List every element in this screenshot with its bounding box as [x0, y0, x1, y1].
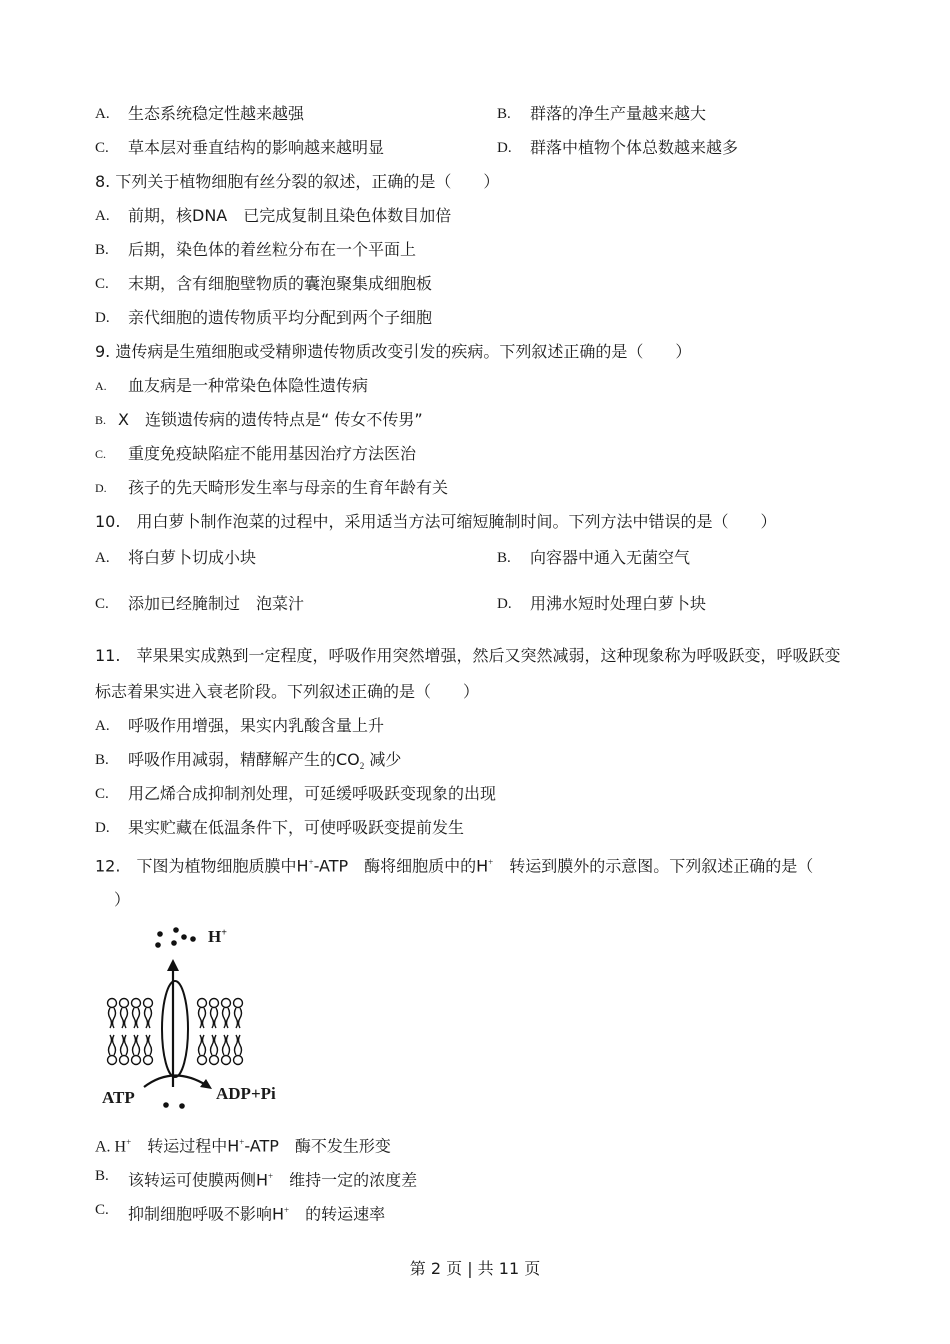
proton-dot-inside — [163, 1102, 169, 1108]
option-text: 孩子的先天畸形发生率与母亲的生育年龄有关 — [128, 478, 449, 497]
option-text-mid: 转运过程中H — [131, 1136, 240, 1156]
h-ion-label — [208, 927, 227, 947]
lipid-head — [144, 999, 153, 1008]
lipid-tail — [223, 1008, 226, 1028]
lipid-tail — [223, 1035, 226, 1055]
lipid-head — [234, 1056, 243, 1065]
option-label: D. — [497, 140, 512, 156]
lipid-tail — [125, 1035, 128, 1055]
atp-label: ATP — [102, 1088, 135, 1107]
option-text: 后期，染色体的着丝粒分布在一个平面上 — [128, 240, 417, 259]
option-label: C. — [95, 596, 109, 612]
lipid-tail — [145, 1035, 148, 1055]
option-text-pre: 该转运可使膜两侧H — [128, 1170, 269, 1190]
lipid-tail — [227, 1035, 230, 1055]
option-text-pre: A. H — [95, 1138, 127, 1156]
option-text-pre: 抑制细胞呼吸不影响H — [128, 1204, 285, 1224]
lipid-head — [132, 999, 141, 1008]
option-label: A. — [95, 208, 110, 224]
option-text — [128, 750, 401, 776]
lipid-tail — [137, 1008, 140, 1028]
superscript: + — [239, 1137, 245, 1147]
page-footer: 第 2 页 | 共 11 页 — [409, 1259, 541, 1278]
option-text: 血友病是一种常染色体隐性遗传病 — [128, 376, 369, 395]
lipid-tail — [211, 1008, 214, 1028]
option-text: 重度免疫缺陷症不能用基因治疗方法医治 — [128, 444, 417, 463]
option-text-pre: 呼吸作用减弱，精酵解产生的CO — [128, 750, 360, 769]
stem-mid: -ATP 酶将细胞质中的H — [313, 856, 489, 876]
option-text: 用沸水短时处理白萝卜块 — [530, 594, 707, 613]
superscript: + — [221, 927, 227, 939]
option-label: B. — [95, 242, 109, 258]
option-text: 亲代细胞的遗传物质平均分配到两个子细胞 — [128, 308, 433, 327]
option-text: 前期，核DNA 已完成复制且染色体数目加倍 — [128, 206, 452, 225]
lipid-tail — [133, 1008, 136, 1028]
reaction-arrow-head — [200, 1079, 212, 1089]
lipid-head — [222, 999, 231, 1008]
lipid-tail — [203, 1035, 206, 1055]
lipid-tail — [215, 1008, 218, 1028]
option-text-post: 的转运速率 — [289, 1204, 386, 1224]
lipid-tail — [121, 1008, 124, 1028]
lipid-tail — [227, 1008, 230, 1028]
option-label: C. — [95, 1202, 109, 1218]
superscript: + — [126, 1137, 132, 1147]
lipid-tail — [239, 1035, 242, 1055]
option-text-post: 减少 — [364, 750, 402, 769]
lipid-tail — [149, 1008, 152, 1028]
option-label: C. — [95, 140, 109, 156]
option-label: B. — [497, 106, 511, 122]
lipid-tail — [137, 1035, 140, 1055]
lipid-head — [210, 999, 219, 1008]
option-text: 末期，含有细胞壁物质的囊泡聚集成细胞板 — [128, 274, 433, 293]
transport-arrow-head — [167, 959, 179, 971]
lipid-head — [108, 999, 117, 1008]
lipid-tail — [199, 1035, 202, 1055]
option-label: B. — [95, 752, 109, 768]
proton-dot-inside — [179, 1103, 185, 1109]
option-label: D. — [497, 596, 512, 612]
option-text: 用乙烯合成抑制剂处理，可延缓呼吸跃变现象的出现 — [128, 784, 497, 803]
option-text: 群落的净生产量越来越大 — [530, 104, 707, 123]
option-label: B. — [497, 550, 511, 566]
option-text: X 连锁遗传病的遗传特点是“ 传女不传男” — [118, 410, 423, 429]
option-label: A. — [95, 106, 110, 122]
lipid-tail — [109, 1035, 112, 1055]
lipid-tail — [211, 1035, 214, 1055]
option-text: 添加已经腌制过 泡菜汁 — [128, 594, 305, 613]
lipid-tail — [199, 1008, 202, 1028]
option-label: A. — [95, 550, 110, 566]
option-label: C. — [95, 276, 109, 292]
lipid-head — [132, 1056, 141, 1065]
stem-pre: 12. 下图为植物细胞质膜中H — [95, 856, 309, 876]
option-text: 呼吸作用增强，果实内乳酸含量上升 — [128, 716, 385, 735]
lipid-tail — [215, 1035, 218, 1055]
lipid-head — [198, 999, 207, 1008]
option-text: 草本层对垂直结构的影响越来越明显 — [128, 138, 385, 157]
lipid-head — [144, 1056, 153, 1065]
superscript: + — [308, 857, 314, 867]
lipid-head — [234, 999, 243, 1008]
option-text: 将白萝卜切成小块 — [128, 548, 257, 567]
lipid-head — [222, 1056, 231, 1065]
option-text — [128, 1166, 417, 1190]
option-text: 果实贮藏在低温条件下，可使呼吸跃变提前发生 — [128, 818, 465, 837]
lipid-tail — [235, 1035, 238, 1055]
h-label: H — [208, 927, 222, 946]
lipid-tail — [125, 1008, 128, 1028]
atp-ase-protein — [162, 981, 188, 1077]
lipid-head — [210, 1056, 219, 1065]
option-label: A. — [95, 379, 107, 393]
option-label: C. — [95, 786, 109, 802]
superscript: + — [268, 1171, 274, 1181]
lipid-head — [108, 1056, 117, 1065]
lipid-tail — [109, 1008, 112, 1028]
q11-stem-line1: 11. 苹果果实成熟到一定程度，呼吸作用突然增强，然后又突然减弱，这种现象称为呼吸跃变，呼吸跃变 — [95, 646, 841, 665]
superscript: + — [284, 1205, 290, 1215]
option-text: 生态系统稳定性越来越强 — [128, 104, 305, 123]
q12-stem — [95, 852, 813, 876]
lipid-tail — [149, 1035, 152, 1055]
lipid-tail — [133, 1035, 136, 1055]
option-label: C. — [95, 447, 107, 461]
option-text-post: -ATP 酶不发生形变 — [244, 1136, 391, 1156]
subscript: 2 — [359, 761, 365, 772]
option-label: D. — [95, 820, 110, 836]
proton-dots-outside — [155, 927, 196, 948]
q10-stem: 10. 用白萝卜制作泡菜的过程中，采用适当方法可缩短腌制时间。下列方法中错误的是（ ） — [95, 512, 777, 531]
superscript: + — [488, 857, 494, 867]
lipid-head — [120, 1056, 129, 1065]
lipid-tail — [239, 1008, 242, 1028]
option-text: 向容器中通入无菌空气 — [530, 548, 691, 567]
lipid-head — [198, 1056, 207, 1065]
option-text — [128, 1200, 385, 1224]
lipid-tail — [203, 1008, 206, 1028]
option-label: A. — [95, 718, 110, 734]
q12-option-a — [95, 1132, 391, 1157]
lipid-head — [120, 999, 129, 1008]
option-text-post: 维持一定的浓度差 — [273, 1170, 418, 1190]
stem-post: 转运到膜外的示意图。下列叙述正确的是（ — [493, 856, 814, 876]
lipid-tail — [145, 1008, 148, 1028]
option-label: B. — [95, 1168, 109, 1184]
option-label: B. — [95, 413, 107, 427]
option-label: D. — [95, 310, 110, 326]
adp-label: ADP+Pi — [216, 1084, 276, 1103]
lipid-tail — [113, 1008, 116, 1028]
q8-stem: 8. 下列关于植物细胞有丝分裂的叙述，正确的是（ ） — [95, 172, 500, 191]
lipid-tail — [113, 1035, 116, 1055]
lipid-tail — [121, 1035, 124, 1055]
membrane-diagram — [100, 925, 300, 1115]
q9-stem: 9. 遗传病是生殖细胞或受精卵遗传物质改变引发的疾病。下列叙述正确的是（ ） — [95, 342, 692, 361]
q12-stem-close: ） — [114, 890, 131, 909]
lipid-tail — [235, 1008, 238, 1028]
option-text: 群落中植物个体总数越来越多 — [530, 138, 739, 157]
option-label: D. — [95, 481, 107, 495]
q11-stem-line2: 标志着果实进入衰老阶段。下列叙述正确的是（ ） — [95, 682, 480, 701]
